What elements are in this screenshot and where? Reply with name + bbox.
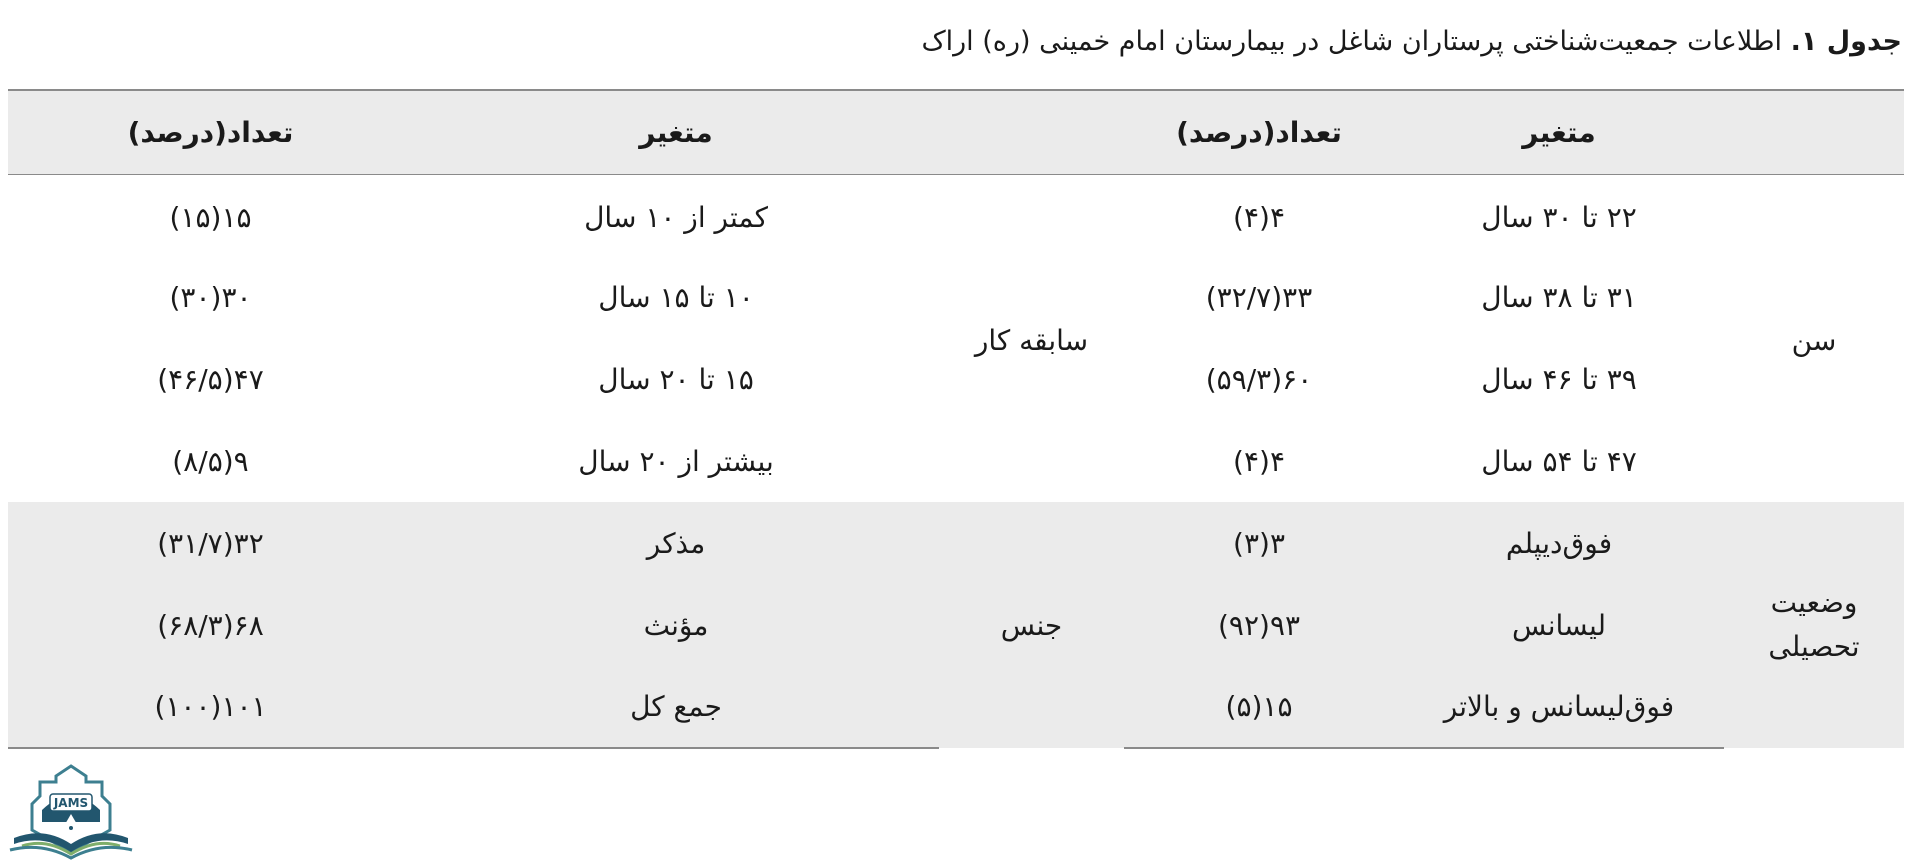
header-variable: متغیر — [413, 90, 939, 174]
caption-label: جدول ۱. — [1790, 26, 1902, 57]
cell-count: ۹(۸/۵) — [172, 444, 249, 478]
cell-count: ۳۲(۳۱/۷) — [8, 502, 413, 584]
group-education: وضعیت تحصیلی — [1724, 502, 1904, 748]
cell-variable: جمع کل — [413, 666, 939, 748]
logo-label-text: JAMS — [53, 796, 89, 810]
header-count-percent: تعداد(درصد) — [1124, 90, 1394, 174]
cell-count: ۱۰۱(۱۰۰) — [8, 666, 413, 748]
cell-count: ۴۷(۴۶/۵) — [157, 362, 264, 396]
cell-variable: ۳۹ تا ۴۶ سال — [1481, 362, 1637, 396]
header-count-percent: تعداد(درصد) — [8, 90, 413, 174]
cell-count: ۹۳(۹۲) — [1124, 584, 1394, 666]
table-caption — [921, 18, 1902, 66]
cell-count: ۳۰(۳۰) — [169, 280, 252, 314]
cell-variable: ۳۱ تا ۳۸ سال — [1481, 280, 1637, 314]
cell-variable: ۴۷ تا ۵۴ سال — [1481, 444, 1637, 478]
table-row — [8, 502, 1904, 584]
cell-count: ۴(۴) — [1233, 444, 1285, 478]
cell-variable: ۱۰ تا ۱۵ سال — [598, 280, 754, 314]
cell-count: ۳۳(۳۲/۷) — [1205, 280, 1313, 314]
cell-count: ۱۵(۵) — [1124, 666, 1394, 748]
cell-count: ۶۸(۶۸/۳) — [8, 584, 413, 666]
header-group-spacer — [1724, 90, 1904, 174]
cell-variable: لیسانس — [1394, 584, 1724, 666]
cell-count: ۳(۳) — [1124, 502, 1394, 584]
jams-logo — [6, 760, 136, 860]
header-group-spacer — [939, 90, 1124, 174]
cell-variable: فوق‌لیسانس و بالاتر — [1394, 666, 1724, 748]
cell-variable: مؤنث — [413, 584, 939, 666]
cell-variable: ۲۲ تا ۳۰ سال — [1481, 200, 1637, 234]
cell-variable: کمتر از ۱۰ سال — [584, 200, 768, 234]
cell-count: ۴(۴) — [1233, 200, 1285, 234]
cell-variable: مذکر — [413, 502, 939, 584]
table-header-row — [8, 90, 1904, 174]
group-age: سن — [1791, 323, 1837, 357]
cell-variable: بیشتر از ۲۰ سال — [578, 444, 774, 478]
header-variable: متغیر — [1394, 90, 1724, 174]
cell-count: ۶۰(۵۹/۳) — [1205, 362, 1313, 396]
group-gender: جنس — [939, 502, 1124, 748]
demographics-table — [8, 89, 1904, 749]
caption-text: اطلاعات جمعیت‌شناختی پرستاران شاغل در بیمارستان امام خمینی (ره) اراک — [921, 26, 1782, 57]
cell-count: ۱۵(۱۵) — [169, 200, 252, 234]
group-experience: سابقه کار — [974, 323, 1089, 357]
cell-variable: فوق‌دیپلم — [1394, 502, 1724, 584]
cell-variable: ۱۵ تا ۲۰ سال — [598, 362, 754, 396]
table-row — [8, 174, 1904, 256]
